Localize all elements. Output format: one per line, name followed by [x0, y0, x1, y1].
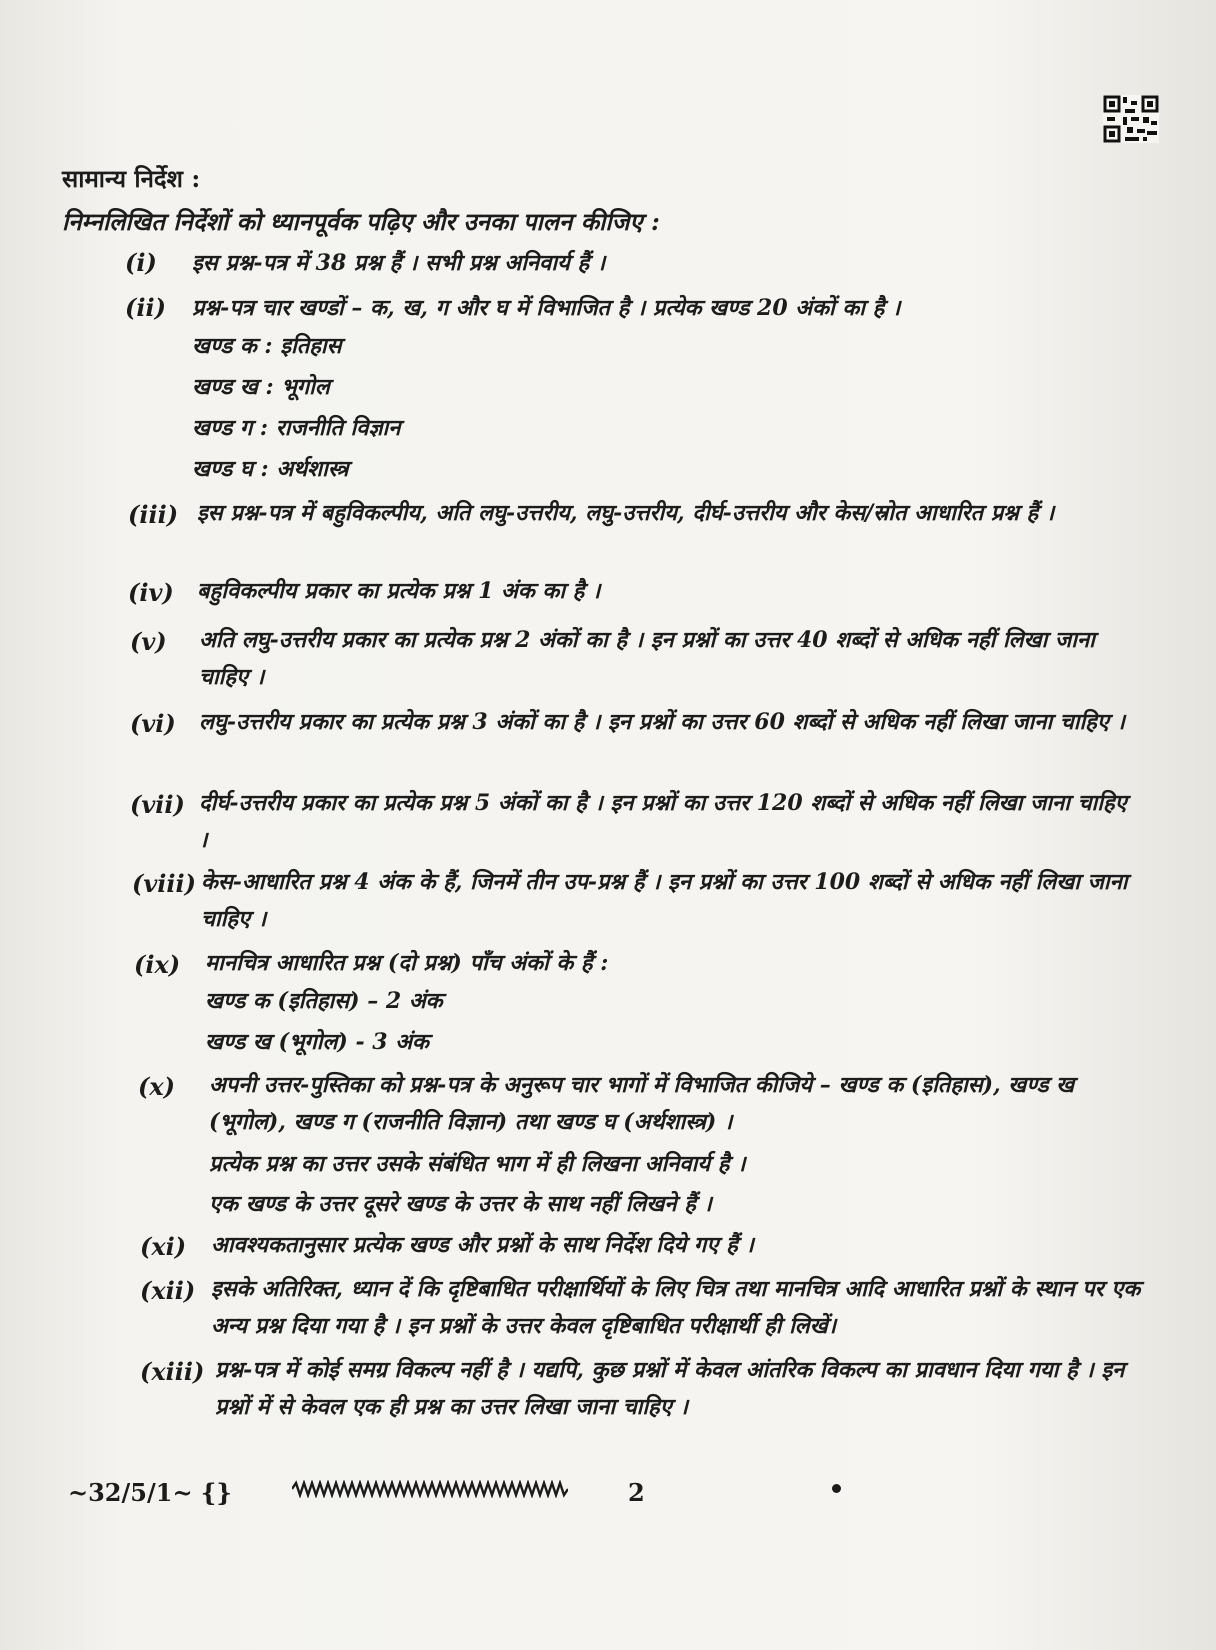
item-text: केस-आधारित प्रश्न 4 अंक के हैं, जिनमें तीन उप-प्रश्न हैं । इन प्रश्नों का उत्तर 100 शब्दों से अधिक नहीं लिखा जाना चाहिए । — [201, 869, 1128, 932]
item-number: (viii) — [132, 869, 197, 898]
page-number: 2 — [628, 1478, 645, 1507]
item-number: (x) — [138, 1072, 176, 1101]
item-extra-line: एक खण्ड के उत्तर दूसरे खण्ड के उत्तर के साथ नहीं लिखने हैं । — [209, 1191, 712, 1217]
item-number: (iv) — [128, 578, 174, 607]
item-number: (i) — [125, 248, 157, 277]
item-number: (v) — [130, 627, 167, 656]
item-number: (xiii) — [140, 1357, 205, 1386]
item-text: आवश्यकतानुसार प्रत्येक खण्ड और प्रश्नों के साथ निर्देश दिये गए हैं । — [211, 1232, 754, 1258]
general-instructions-heading: सामान्य निर्देश : — [62, 164, 201, 193]
map-section-geography: खण्ड ख (भूगोल) - 3 अंक — [205, 1029, 429, 1055]
item-text: प्रश्न-पत्र चार खण्डों – क, ख, ग और घ में विभाजित है । प्रत्येक खण्ड 20 अंकों का है । — [192, 295, 901, 321]
section-political-science: खण्ड ग : राजनीति विज्ञान — [192, 415, 401, 441]
item-number: (vii) — [130, 790, 185, 819]
qr-code-icon — [1103, 95, 1159, 143]
item-text: अति लघु-उत्तरीय प्रकार का प्रत्येक प्रश्न 2 अंकों का है । इन प्रश्नों का उत्तर 40 शब्दों से अधिक नहीं लिखा जाना चाहिए । — [199, 627, 1095, 690]
item-text: प्रश्न-पत्र में कोई समग्र विकल्प नहीं है । यद्यपि, कुछ प्रश्नों में केवल आंतरिक विकल्प का प्रावधान दिया गया है । इन प्रश्नों में से केवल एक ही प्रश्न का उत्तर लिखा जाना चाहिए । — [215, 1357, 1125, 1420]
item-text: बहुविकल्पीय प्रकार का प्रत्येक प्रश्न 1 अंक का है । — [197, 578, 601, 604]
item-extra-line: प्रत्येक प्रश्न का उत्तर उसके संबंधित भाग में ही लिखना अनिवार्य है । — [209, 1151, 746, 1177]
item-number: (ix) — [134, 950, 181, 979]
item-text: इसके अतिरिक्त, ध्यान दें कि दृष्टिबाधित परीक्षार्थियों के लिए चित्र तथा मानचित्र आदि आधारित प्रश्नों के स्थान पर एक अन्य प्रश्न दिया गया है । इन प्रश्नों के उत्तर केवल दृष्टिबाधित परीक्षार्थी ही लिखें। — [211, 1276, 1141, 1339]
section-economics: खण्ड घ : अर्थशास्त्र — [192, 456, 349, 482]
item-text: मानचित्र आधारित प्रश्न (दो प्रश्न) पाँच अंकों के हैं : — [205, 950, 609, 976]
wavy-line-icon — [292, 1480, 568, 1498]
section-history: खण्ड क : इतिहास — [192, 333, 342, 359]
item-number: (xi) — [140, 1232, 187, 1261]
dot-mark — [832, 1484, 841, 1493]
item-number: (iii) — [128, 500, 179, 529]
item-text: दीर्घ-उत्तरीय प्रकार का प्रत्येक प्रश्न 5 अंकों का है । इन प्रश्नों का उत्तर 120 शब्दों से अधिक नहीं लिखा जाना चाहिए । — [199, 790, 1127, 853]
item-text: लघु-उत्तरीय प्रकार का प्रत्येक प्रश्न 3 अंकों का है । इन प्रश्नों का उत्तर 60 शब्दों से अधिक नहीं लिखा जाना चाहिए । — [199, 709, 1126, 735]
item-number: (xii) — [140, 1276, 196, 1305]
instructions-intro: निम्नलिखित निर्देशों को ध्यानपूर्वक पढ़िए और उनका पालन कीजिए : — [62, 207, 660, 236]
item-text: इस प्रश्न-पत्र में 38 प्रश्न हैं । सभी प्रश्न अनिवार्य हैं । — [192, 250, 606, 276]
paper-code: ~32/5/1~ {} — [68, 1478, 232, 1507]
section-geography: खण्ड ख : भूगोल — [192, 374, 330, 400]
item-text: इस प्रश्न-पत्र में बहुविकल्पीय, अति लघु-उत्तरीय, लघु-उत्तरीय, दीर्घ-उत्तरीय और केस/स्रोत आधारित प्रश्न हैं । — [197, 500, 1055, 526]
item-text: अपनी उत्तर-पुस्तिका को प्रश्न-पत्र के अनुरूप चार भागों में विभाजित कीजिये – खण्ड क (इतिहास), खण्ड ख (भूगोल), खण्ड ग (राजनीति विज्ञान) तथा खण्ड घ (अर्थशास्त्र) । — [209, 1072, 1075, 1135]
map-section-history: खण्ड क (इतिहास) – 2 अंक — [205, 988, 443, 1014]
item-number: (ii) — [125, 293, 166, 322]
item-number: (vi) — [130, 709, 176, 738]
